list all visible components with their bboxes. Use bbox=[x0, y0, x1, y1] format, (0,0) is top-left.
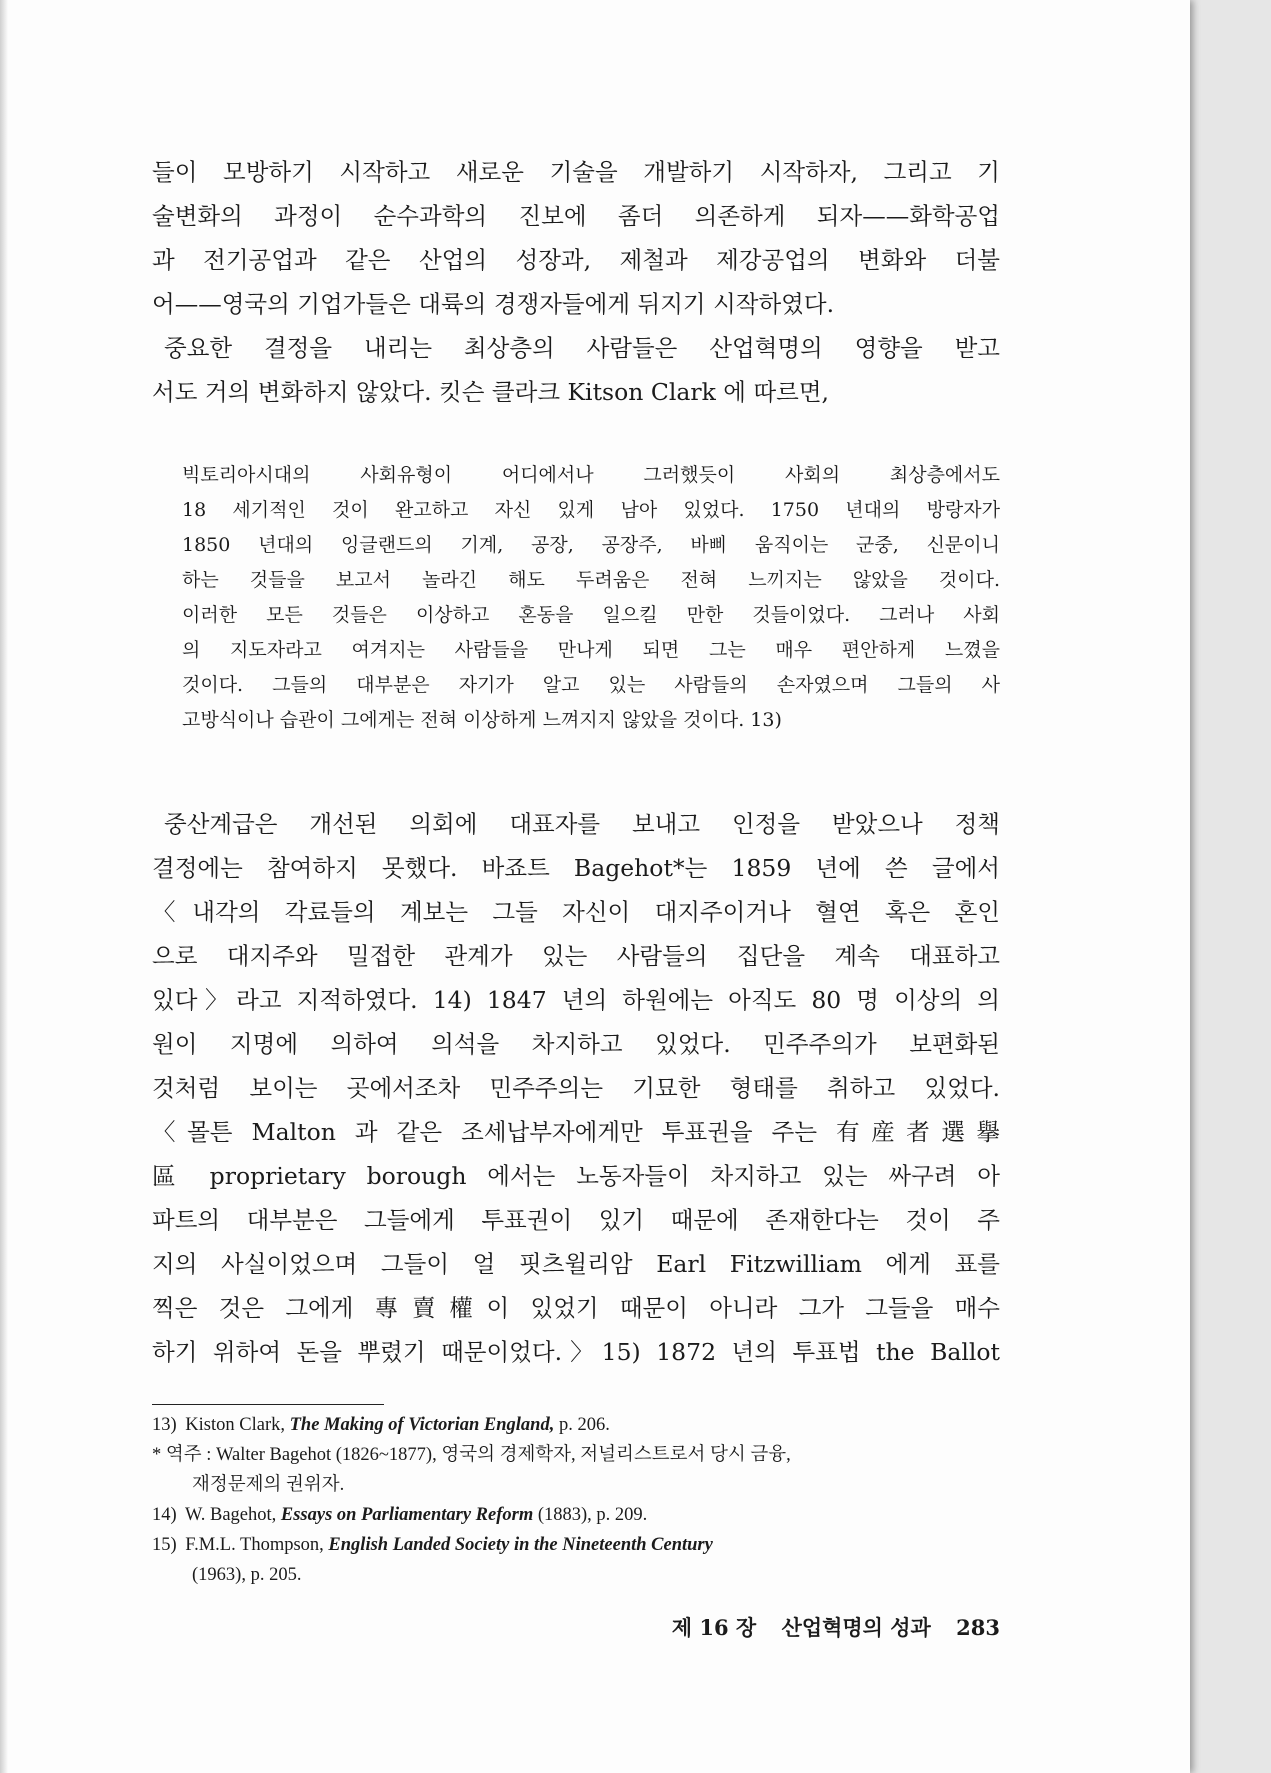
translator-note: * 역주 : Walter Bagehot (1826~1877), 영국의 경제학자, 저널리스트로서 당시 금융, bbox=[152, 1445, 791, 1465]
quote-line: 빅토리아시대의 사회유형이 어디에서나 그러했듯이 사회의 최상층에서도 bbox=[182, 464, 1000, 486]
text-line: 있다〉라고 지적하였다. 14) 1847 년의 하원에는 아직도 80 명 이상의 의 bbox=[152, 986, 1000, 1014]
chapter-title: 산업혁명의 성과 bbox=[781, 1615, 931, 1640]
footnotes bbox=[152, 1410, 1000, 1590]
footnote-15-continued: (1963), p. 205. bbox=[192, 1565, 302, 1585]
text-line: 지의 사실이었으며 그들이 얼 핏츠윌리암 Earl Fitzwilliam 에게 표를 bbox=[152, 1250, 1000, 1278]
quote-line: 의 지도자라고 여겨지는 사람들을 만나게 되면 그는 매우 편안하게 느꼈을 bbox=[182, 639, 1000, 661]
text-line: 〈몰튼 Malton 과 같은 조세납부자에게만 투표권을 주는 有産者選擧 bbox=[152, 1118, 1000, 1146]
footnote-14: 14) W. Bagehot, Essays on Parliamentary Reform (1883), p. 209. bbox=[152, 1505, 648, 1525]
text-line: 술변화의 과정이 순수과학의 진보에 좀더 의존하게 되자——화학공업 bbox=[152, 202, 1000, 230]
text-line: 區 proprietary borough 에서는 노동자들이 차지하고 있는 싸구려 아 bbox=[152, 1162, 1000, 1190]
page-number: 283 bbox=[956, 1615, 1000, 1640]
block-quote bbox=[182, 458, 1000, 738]
text-line: 결정에는 참여하지 못했다. 바죠트 Bagehot*는 1859 년에 쓴 글에서 bbox=[152, 854, 1000, 882]
text-line: 들이 모방하기 시작하고 새로운 기술을 개발하기 시작하자, 그리고 기 bbox=[152, 158, 1000, 186]
chapter-number: 제 16 장 bbox=[671, 1615, 757, 1640]
text-line: 서도 거의 변화하지 않았다. 킷슨 클라크 Kitson Clark 에 따르면, bbox=[152, 378, 830, 406]
text-line: 으로 대지주와 밀접한 관계가 있는 사람들의 집단을 계속 대표하고 bbox=[152, 942, 1000, 970]
text-line: 것처럼 보이는 곳에서조차 민주주의는 기묘한 형태를 취하고 있었다. bbox=[152, 1074, 1000, 1102]
text-line: 중요한 결정을 내리는 최상층의 사람들은 산업혁명의 영향을 받고 bbox=[164, 334, 1000, 362]
running-footer bbox=[672, 1612, 1000, 1642]
text-line: 하기 위하여 돈을 뿌렸기 때문이었다.〉15) 1872 년의 투표법 the Ballot bbox=[152, 1338, 1000, 1366]
text-line: 어——영국의 기업가들은 대륙의 경쟁자들에게 뒤지기 시작하였다. bbox=[152, 290, 835, 318]
quote-line: 1850 년대의 잉글랜드의 기계, 공장, 공장주, 바삐 움직이는 군중, 신문이니 bbox=[182, 534, 1000, 556]
quote-line: 이러한 모든 것들은 이상하고 혼동을 일으킬 만한 것들이었다. 그러나 사회 bbox=[182, 604, 1000, 626]
body-paragraph-2 bbox=[152, 802, 1000, 1374]
text-line: 찍은 것은 그에게 專賣權이 있었기 때문이 아니라 그가 그들을 매수 bbox=[152, 1294, 1000, 1322]
footnote-13: 13) Kiston Clark, The Making of Victorian England, p. 206. bbox=[152, 1415, 610, 1435]
translator-note-continued: 재정문제의 권위자. bbox=[192, 1475, 345, 1495]
quote-line: 것이다. 그들의 대부분은 자기가 알고 있는 사람들의 손자였으며 그들의 사 bbox=[182, 674, 1000, 696]
text-line: 과 전기공업과 같은 산업의 성장과, 제철과 제강공업의 변화와 더불 bbox=[152, 246, 1000, 274]
quote-line: 고방식이나 습관이 그에게는 전혀 이상하게 느껴지지 않았을 것이다. 13) bbox=[182, 709, 782, 731]
footnote-15: 15) F.M.L. Thompson, English Landed Society in the Nineteenth Century bbox=[152, 1535, 713, 1555]
quote-line: 하는 것들을 보고서 놀라긴 해도 두려움은 전혀 느끼지는 않았을 것이다. bbox=[182, 569, 1000, 591]
text-line: 파트의 대부분은 그들에게 투표권이 있기 때문에 존재한다는 것이 주 bbox=[152, 1206, 1000, 1234]
text-line: 〈내각의 각료들의 계보는 그들 자신이 대지주이거나 혈연 혹은 혼인 bbox=[152, 898, 1000, 926]
quote-line: 18 세기적인 것이 완고하고 자신 있게 남아 있었다. 1750 년대의 방랑자가 bbox=[182, 499, 1000, 521]
page-spine-shadow bbox=[0, 0, 8, 1773]
body-paragraph-1 bbox=[152, 150, 1000, 414]
text-line: 원이 지명에 의하여 의석을 차지하고 있었다. 민주주의가 보편화된 bbox=[152, 1030, 1000, 1058]
text-line: 중산계급은 개선된 의회에 대표자를 보내고 인정을 받았으나 정책 bbox=[164, 810, 1000, 838]
footnote-divider bbox=[152, 1404, 384, 1405]
